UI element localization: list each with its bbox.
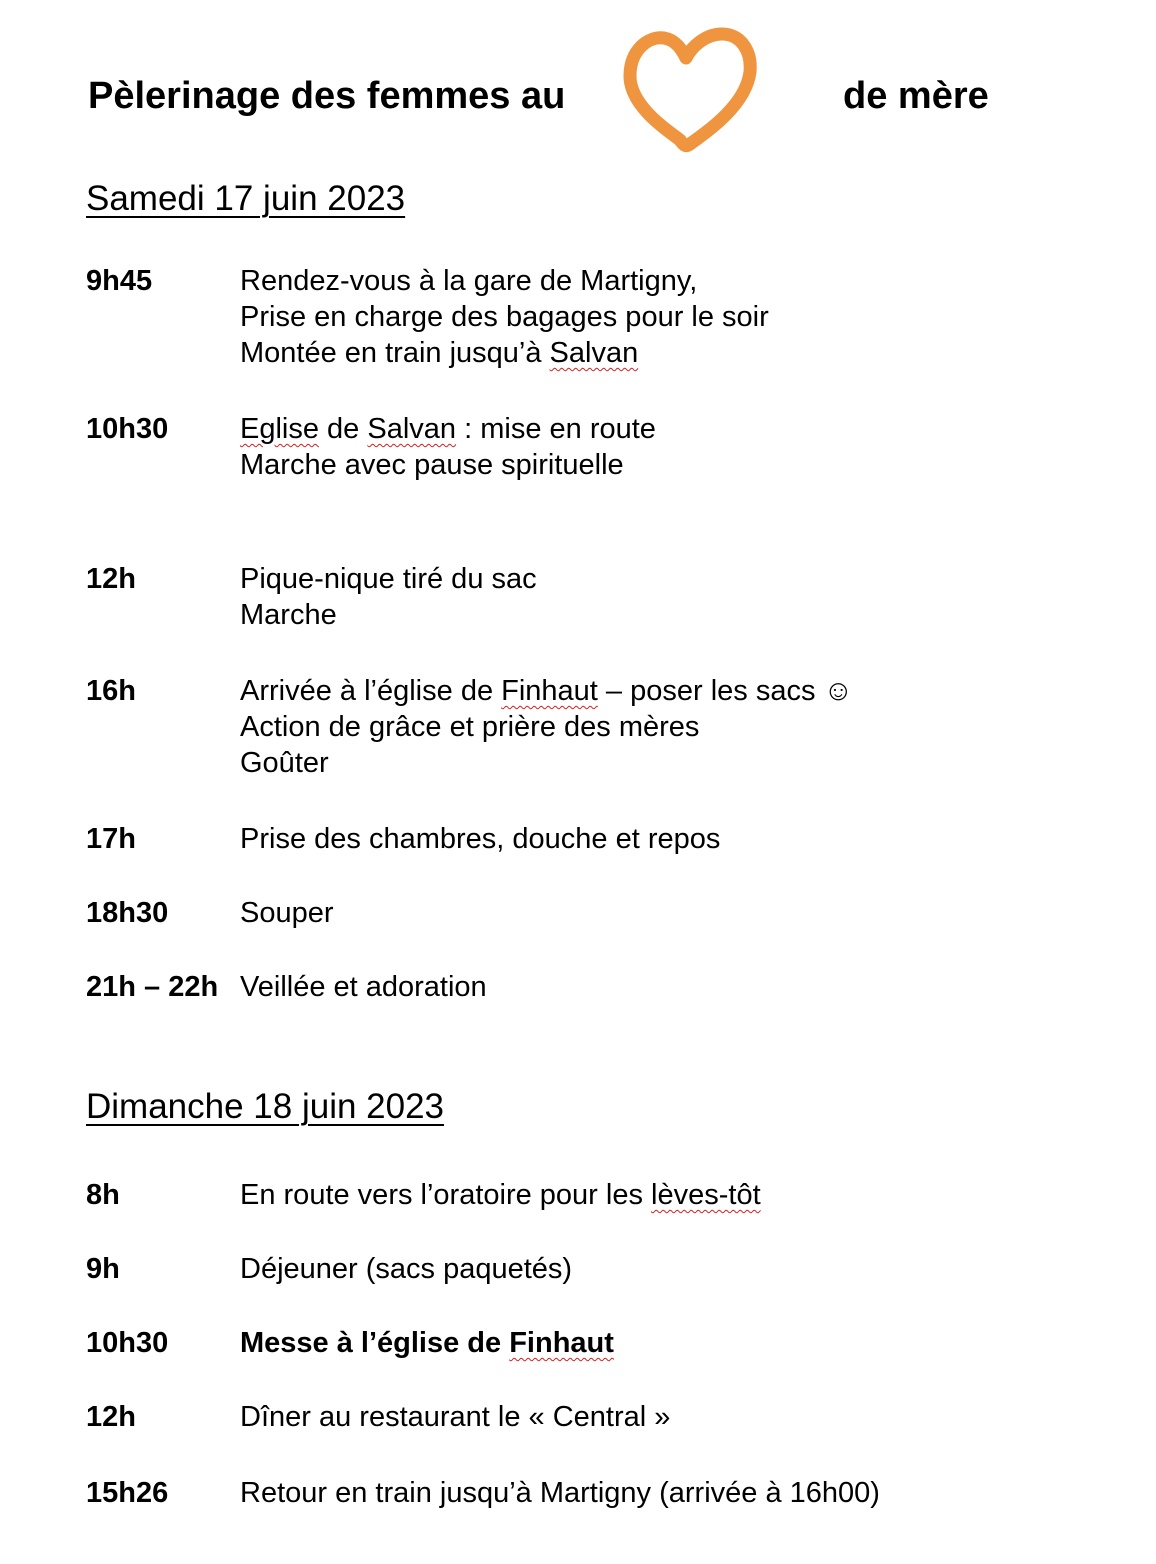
entry-text: Marche avec pause spirituelle (240, 449, 624, 481)
entry-time: 12h (86, 563, 136, 595)
entry-text-part: : mise en route (456, 413, 656, 445)
spellcheck-word: Salvan (367, 413, 457, 445)
heart-icon (618, 22, 763, 157)
entry-time: 12h (86, 1401, 136, 1433)
entry-time: 10h30 (86, 413, 169, 445)
entry-text: Action de grâce et prière des mères (240, 711, 700, 743)
spellcheck-word: Eglise (240, 413, 319, 445)
spellcheck-word: lèves-tôt (651, 1179, 761, 1211)
spellcheck-word: Finhaut (501, 675, 598, 707)
entry-text: Rendez-vous à la gare de Martigny, (240, 265, 698, 297)
entry-time: 18h30 (86, 897, 169, 929)
entry-time: 17h (86, 823, 136, 855)
entry-text-part: de (319, 413, 368, 445)
entry-text-part: Arrivée à l’église de (240, 675, 502, 707)
entry-text: Marche (240, 599, 337, 631)
entry-text (240, 1177, 1100, 1213)
entry-text (240, 1325, 1100, 1361)
entry-text: Souper (240, 897, 334, 929)
entry-text: Dîner au restaurant le « Central » (240, 1401, 671, 1433)
entry-text: Retour en train jusqu’à Martigny (arrivée à 16h00) (240, 1477, 880, 1509)
entry-time: 9h45 (86, 265, 153, 297)
sunday-heading: Dimanche 18 juin 2023 (86, 1087, 445, 1126)
page-title-left: Pèlerinage des femmes au (88, 75, 566, 117)
spellcheck-word: Salvan (549, 337, 639, 369)
entry-text: Veillée et adoration (240, 971, 487, 1003)
entry-text-part: – poser les sacs ☺ (597, 675, 854, 707)
entry-text-part: Messe à l’église de (240, 1327, 510, 1359)
entry-time: 9h (86, 1253, 120, 1285)
entry-time: 16h (86, 675, 136, 707)
entry-text: Déjeuner (sacs paquetés) (240, 1253, 573, 1285)
entry-text-part: En route vers l’oratoire pour les (240, 1179, 652, 1211)
entry-time: 10h30 (86, 1327, 169, 1359)
entry-text (240, 411, 1100, 447)
entry-text: Goûter (240, 747, 329, 779)
entry-text-part: Montée en train jusqu’à (240, 337, 550, 369)
entry-time: 8h (86, 1179, 120, 1211)
entry-text (240, 335, 1100, 371)
entry-time: 21h – 22h (86, 971, 219, 1003)
entry-text (240, 673, 1100, 709)
entry-text: Prise en charge des bagages pour le soir (240, 301, 769, 333)
spellcheck-word: Finhaut (509, 1327, 614, 1359)
saturday-heading: Samedi 17 juin 2023 (86, 179, 406, 218)
entry-text: Pique-nique tiré du sac (240, 563, 537, 595)
page-title-right: de mère (843, 75, 989, 117)
entry-text: Prise des chambres, douche et repos (240, 823, 721, 855)
entry-time: 15h26 (86, 1477, 169, 1509)
